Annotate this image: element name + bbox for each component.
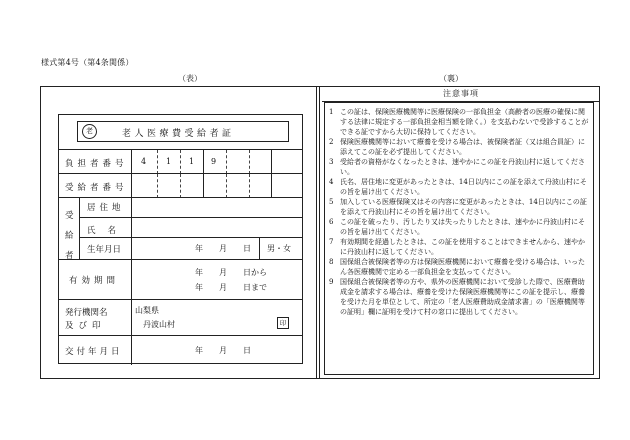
validity-to: 年 月 日まで [195,283,267,292]
issue-date-value: 年 月 日 [195,346,251,355]
burden-digit: 1 [166,157,172,166]
note-number: 5 [329,198,334,206]
note-item [329,277,591,317]
center-divider [316,86,317,379]
recipient-section-label: 受給者 [65,211,74,261]
issuer-label-1: 発行機関名 [65,308,108,318]
notes-list [329,107,591,317]
burden-number-row [59,149,302,173]
note-number: 1 [329,108,334,116]
note-text: 国保組合被保険者等の方や、県外の医療機関において受診した際で、医療費助成金を請求する場合は、療養を受けた保険医療機関等にこの証を提示し、療養を受けた月を単位として、所定の「老人医療費助成金請求書」の「医療機関等の証明」欄に証明を受けて村の窓口に提出してください。 [340,278,585,316]
official-seal-icon: 印 [277,317,289,329]
dob-label: 生年月日 [87,245,122,255]
validity-label: 有効期間 [69,276,120,286]
note-item [329,177,591,197]
note-text: 加入している医療保険又はその内容に変更があったときは、14日以内にこの証を添えて丹波山村にその旨を届け出てください。 [340,198,587,216]
issue-date-label: 交付年月日 [65,347,123,357]
note-number: 7 [329,238,334,246]
notes-heading: 注意事項 [322,86,600,102]
recipient-number-label: 受給者番号 [65,183,128,193]
note-text: 受給者の資格がなくなったときは、速やかにこの証を丹波山村に返してください。 [340,158,585,176]
recipient-block [59,197,302,259]
issuer-village: 丹波山村 [143,320,175,329]
front-side-label: （表） [178,74,202,83]
issuer-label-2: 及び印 [65,321,106,331]
note-number: 4 [329,178,334,186]
issuer-row [59,299,302,335]
issue-date-row [59,335,302,364]
note-item [329,237,591,257]
validity-row [59,259,302,299]
dob-value: 年 月 日 [195,244,251,253]
burden-number-label: 負担者番号 [65,159,128,169]
note-number: 6 [329,218,334,226]
back-side-label: （裏） [439,74,463,83]
note-number: 9 [329,278,334,286]
note-item [329,137,591,157]
address-label: 居住地 [87,203,125,213]
card-title: 老人医療費受給者証 [122,129,235,139]
note-item [329,257,591,277]
note-item [329,197,591,217]
form-number: 様式第4号（第4条関係） [41,58,134,67]
elderly-stamp-icon: 老 [82,124,97,139]
center-divider-inner [319,86,320,379]
burden-digit: 1 [189,157,195,166]
burden-digit: 9 [211,157,217,166]
note-item [329,107,591,137]
recipient-card [58,114,303,364]
note-item [329,217,591,237]
name-label: 氏名 [87,226,129,236]
note-number: 2 [329,138,334,146]
note-text: 氏名、居住地に変更があったときは、14日以内にこの証を添えて丹波山村にその旨を届け出てください。 [340,178,587,196]
issuer-prefecture: 山梨県 [135,306,159,315]
note-text: この証を破ったり、汚したり又は失ったりしたときは、速やかに丹波山村にその旨を届け出てください。 [340,218,585,236]
note-item [329,157,591,177]
note-text: 国保組合被保険者等の方は保険医療機関において療養を受ける場合は、いったん各医療機関で定める一部負担金を支払ってください。 [340,258,585,276]
validity-from: 年 月 日から [195,268,267,277]
recipient-number-row [59,173,302,197]
gender-value: 男・女 [267,244,291,253]
burden-digit: 4 [141,157,147,166]
note-text: 保険医療機関等において療養を受ける場合は、被保険者証（又は組合員証）に添えてこの証を必ず提出してください。 [340,138,585,156]
note-text: 有効期間を経過したときは、この証を使用することはできませんから、速やかに丹波山村に返してください。 [340,238,585,256]
note-text: この証は、保険医療機関等に医療保険の一部負担金（高齢者の医療の確保に関する法律に規定する一部負担金相当額を除く。）を支払わないで受診することができる証ですから大切に保持してください。 [340,108,589,136]
note-number: 3 [329,158,334,166]
card-title-box [77,121,289,142]
note-number: 8 [329,258,334,266]
